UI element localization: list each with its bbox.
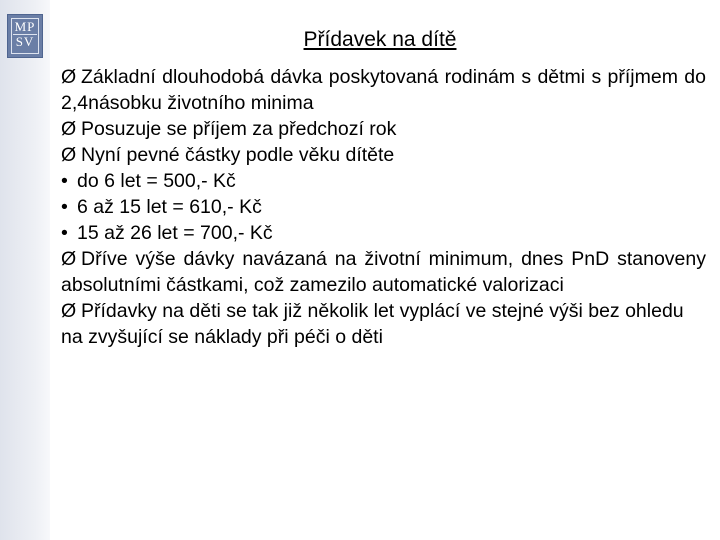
item-text: do 6 let = 500,- Kč bbox=[77, 170, 236, 192]
item-text: 6 až 15 let = 610,- Kč bbox=[77, 196, 262, 218]
dot-bullet-icon: • bbox=[61, 170, 68, 192]
list-item-arrow bbox=[61, 142, 706, 168]
list-item-arrow bbox=[61, 246, 706, 298]
dot-bullet-icon: • bbox=[61, 196, 68, 218]
slide-content bbox=[61, 64, 706, 350]
arrow-bullet-icon: Ø bbox=[61, 248, 77, 270]
list-item-arrow bbox=[61, 116, 706, 142]
item-text: Přídavky na děti se tak již několik let vyplácí ve stejné výši bez ohledu na zvyšující se náklady při péči o děti bbox=[61, 300, 684, 348]
left-decorative-band bbox=[0, 0, 50, 540]
arrow-bullet-icon: Ø bbox=[61, 66, 77, 88]
logo-text-top: MP bbox=[14, 19, 36, 34]
item-text: 15 až 26 let = 700,- Kč bbox=[77, 222, 273, 244]
item-text: Nyní pevné částky podle věku dítěte bbox=[81, 144, 395, 166]
list-item-dot bbox=[61, 220, 706, 246]
list-item-arrow bbox=[61, 64, 706, 116]
logo-text-bottom: SV bbox=[15, 34, 35, 49]
arrow-bullet-icon: Ø bbox=[61, 144, 77, 166]
item-text: Posuzuje se příjem za předchozí rok bbox=[81, 118, 397, 140]
list-item-arrow bbox=[61, 298, 706, 350]
list-item-dot bbox=[61, 194, 706, 220]
list-item-dot bbox=[61, 168, 706, 194]
arrow-bullet-icon: Ø bbox=[61, 118, 77, 140]
arrow-bullet-icon: Ø bbox=[61, 300, 77, 322]
slide-title: Přídavek na dítě bbox=[303, 28, 457, 51]
item-text: Základní dlouhodobá dávka poskytovaná rodinám s dětmi s příjmem do 2,4násobku životního minima bbox=[61, 66, 706, 114]
dot-bullet-icon: • bbox=[61, 222, 68, 244]
item-text: Dříve výše dávky navázaná na životní minimum, dnes PnD stanoveny absolutními částkami, což zamezilo automatické valorizaci bbox=[61, 248, 706, 296]
